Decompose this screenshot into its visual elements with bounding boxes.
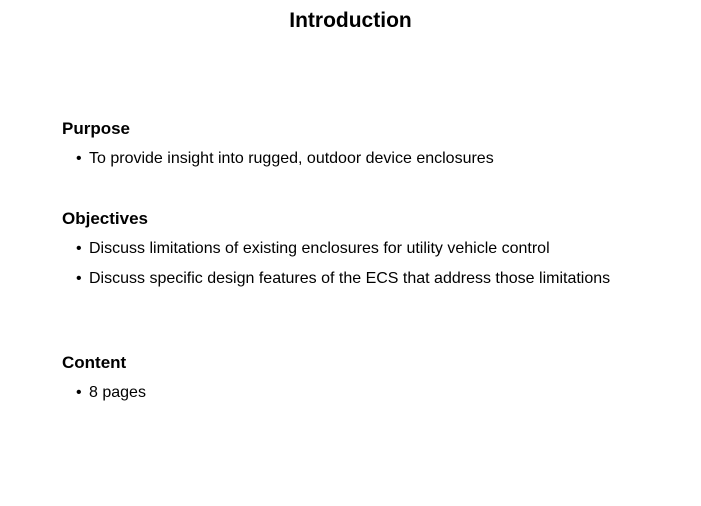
bullet-icon: • <box>76 150 82 167</box>
section-heading-objectives: Objectives <box>62 209 148 228</box>
section-content <box>62 352 662 412</box>
section-heading-content: Content <box>62 353 127 372</box>
section-heading-purpose: Purpose <box>62 119 131 138</box>
bullet-text: 8 pages <box>89 384 146 401</box>
section-objectives <box>62 208 662 298</box>
section-purpose <box>62 118 662 178</box>
bullet-list-purpose <box>62 148 662 170</box>
bullet-icon: • <box>76 384 82 401</box>
bullet-icon: • <box>76 240 82 257</box>
bullet-text: Discuss specific design features of the ECS that address those limitations <box>89 270 611 287</box>
bullet-icon: • <box>76 270 82 287</box>
list-item <box>62 382 649 404</box>
list-item <box>62 148 649 170</box>
bullet-list-objectives <box>62 238 662 290</box>
slide-title: Introduction <box>289 9 412 32</box>
bullet-text: Discuss limitations of existing enclosures for utility vehicle control <box>89 240 550 257</box>
list-item <box>62 268 649 290</box>
bullet-list-content <box>62 382 662 404</box>
list-item <box>62 238 649 260</box>
bullet-text: To provide insight into rugged, outdoor device enclosures <box>89 150 494 167</box>
